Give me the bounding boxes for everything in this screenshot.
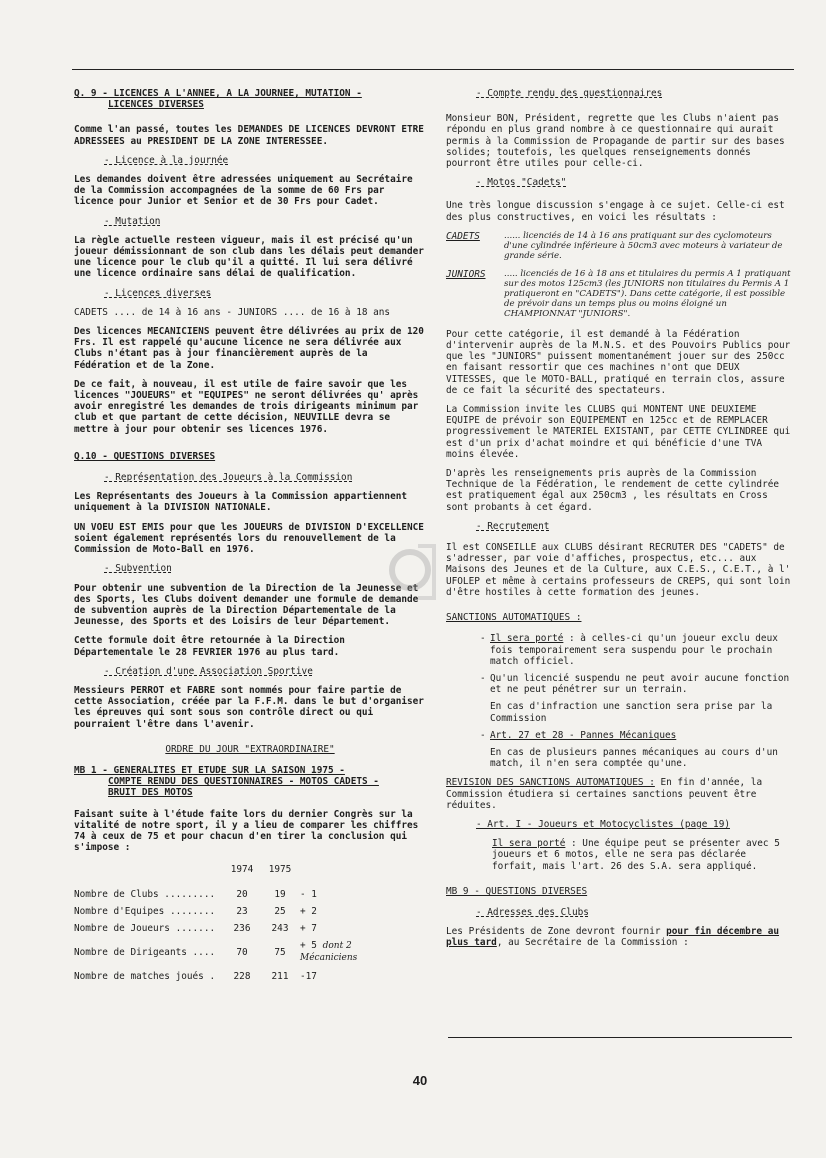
stats-col-1974: 1974 — [230, 864, 254, 876]
row-1974: 236 — [233, 922, 251, 934]
adresses-text-2: , au Secrétaire de la Commission : — [496, 937, 689, 949]
page-number: 40 — [412, 1073, 428, 1088]
licence-journee-heading: - Licence à la journée — [104, 154, 229, 166]
association-heading: - Création d'une Association Sportive — [104, 665, 313, 677]
adresses-heading: - Adresses des Clubs — [476, 906, 589, 918]
mb1-text: Faisant suite à l'étude faite lors du dernier Congrès sur la vitalité de notre sport, il y a lieu de comparer les chiffres 74 à ceux de 75 et pour chacun d'en tirer la conclusion qui s'impose : — [74, 808, 419, 854]
row-label: Nombre d'Equipes ........ — [74, 905, 216, 917]
row-label: Nombre de Dirigeants .... — [74, 946, 216, 958]
juniors-value: ..... licenciés de 16 à 18 ans et titulaires du permis A 1 pratiquant sur des motos 125cm3 (les JUNIORS non titulaires du Permis A 1 pratiqueront en "CADETS"). Dans cette catégorie, il est possible de prévoir dans un temps plus ou moins éloigné un CHAMPIONNAT "JUNIORS". — [504, 268, 791, 319]
subvention-text-1: Pour obtenir une subvention de la Direction de la Jeunesse et des Sports, les Clubs doivent demander une formule de demande de subvention auprès de la Direction Départementale de la Jeunesse, des Sports et des Loisirs de leur Département. — [74, 582, 419, 628]
representation-text-1: Les Représentants des Joueurs à la Commission appartiennent uniquement à la DIVISION NATIONALE. — [74, 491, 408, 514]
row-note: dont 2 Mécaniciens — [300, 941, 358, 964]
revision-text: En fin d'année, la Commission étudiera si certaines sanctions peuvent être réduites. — [446, 777, 763, 811]
top-rule — [72, 69, 794, 70]
row-1974: 228 — [233, 970, 251, 982]
row-1975: 19 — [274, 888, 286, 900]
row-1974: 20 — [236, 888, 248, 900]
sanction-text: Qu'un licencié suspendu ne peut avoir aucune fonction et ne peut pénétrer sur un terrain. — [490, 672, 790, 696]
table-row — [74, 903, 410, 920]
art1-text: : Une équipe peut se présenter avec 5 joueurs et 6 motos, elle ne sera pas déclarée forfait, mais l'art. 26 des S.A. sera appliqué. — [492, 838, 780, 872]
sanction-note: En cas de plusieurs pannes mécaniques au cours d'un match, il n'en sera comptée qu'une. — [490, 746, 778, 770]
row-diff: - 1 — [300, 888, 317, 900]
table-row — [74, 937, 410, 967]
left-column — [74, 88, 426, 985]
invite-text: La Commission invite les CLUBS qui MONTENT UNE DEUXIEME EQUIPE de prévoir son EQUIPEMENT en 125cc et de REMPLACER progressivement le MATERIEL EXISTANT, par CETTE CYLINDREE qui est d'un prix d'achat moindre et qui bénéficie d'une TVA moins élevée. — [446, 404, 791, 460]
cadets-definition — [446, 231, 792, 261]
row-diff: + 2 — [300, 905, 317, 917]
representation-heading: - Représentation des Joueurs à la Commission — [104, 472, 353, 484]
representation-text-2: UN VOEU EST EMIS pour que les JOUEURS de DIVISION D'EXCELLENCE soient également représentés lors du renouvellement de la Commission de Moto-Ball en 1976. — [74, 521, 424, 556]
stats-table — [74, 861, 410, 984]
motos-cadets-heading: - Motos "Cadets" — [476, 177, 567, 189]
recrutement-text: Il est CONSEILLE aux CLUBS désirant RECRUTER DES "CADETS" de s'adresser, par voie d'affiches, prospectus, etc... aux Maisons des Jeunes et de la Culture, aux C.E.S., C.E.T., à l' UFOLEP et même à certains professeurs de CREPS, qui sont loin d'être hostiles à cette formation des jeunes. — [446, 542, 791, 598]
compte-rendu-heading: - Compte rendu des questionnaires — [476, 88, 663, 99]
list-item — [480, 730, 792, 770]
table-row — [74, 968, 410, 985]
juniors-key: JUNIORS — [446, 268, 486, 280]
mb1-heading — [74, 765, 426, 799]
subvention-heading: - Subvention — [104, 563, 172, 575]
adresses-paragraph — [446, 926, 792, 948]
row-1975: 75 — [274, 946, 286, 958]
row-diff: -17 — [300, 970, 317, 982]
mb9-heading: MB 9 - QUESTIONS DIVERSES — [446, 885, 588, 897]
revision-paragraph — [446, 777, 792, 811]
list-item — [480, 673, 792, 724]
art1-lead: Il sera porté — [492, 838, 566, 850]
row-1974: 23 — [236, 905, 248, 917]
sanction-note: En cas d'infraction une sanction sera prise par la Commission — [490, 701, 773, 724]
ages-line: CADETS .... de 14 à 16 ans - JUNIORS .... de 16 à 18 ans — [74, 306, 391, 318]
sanction-lead: Il sera porté — [490, 633, 564, 645]
q10-heading: Q.10 - QUESTIONS DIVERSES — [74, 450, 216, 462]
table-row — [74, 920, 410, 937]
sanction-lead: Art. 27 et 28 - Pannes Mécaniques — [490, 729, 677, 741]
row-1975: 25 — [274, 905, 286, 917]
mecaniciens-text: Des licences MECANICIENS peuvent être délivrées au prix de 120 Frs. Il est rappelé qu'aucune licence ne sera délivrée aux Clubs n'étant pas à jour financièrement auprès de la Fédération et de la Zone. — [74, 326, 424, 371]
bottom-rule — [448, 1037, 792, 1038]
watermark-logo — [388, 532, 446, 612]
licence-journee-text: Les demandes doivent être adressées uniquement au Secrétaire de la Commission accompagnées de la somme de 60 Frs par licence pour Junior et Senior et de 30 Frs pour Cadet. — [74, 174, 413, 208]
cadets-value: ...... licenciés de 14 à 16 ans pratiquant sur des cyclomoteurs d'une cylindrée inférieure à 50cm3 avec moteurs à variateur de grande série. — [504, 230, 783, 261]
mutation-text: La règle actuelle resteen vigueur, mais il est précisé qu'un joueur démissionnant de son club dans les délais peut demander une licence pour le club qu'il a quitté. Il lui sera délivré une licence ordinaire sans délai de qualification. — [74, 234, 424, 280]
technique-text: D'après les renseignements pris auprès de la Commission Technique de la Fédération, le rendement de cette cylindrée est pratiquement égal aux 250cm3 , les résultats en Cross sont probants à cet égard. — [446, 468, 780, 513]
row-1974: 70 — [236, 946, 248, 958]
mb1-title-line2: COMPTE RENDU DES QUESTIONNAIRES - MOTOS CADETS - — [108, 776, 379, 788]
compte-rendu-text: Monsieur BON, Président, regrette que les Clubs n'aient pas répondu en plus grand nombre à ce questionnaire qui aurait permis à la Commission de Propagande de partir sur des bases solides; toutefois, les quelques renseignements donnés pourront être utiles pour celle-ci. — [446, 113, 785, 170]
stats-col-1975: 1975 — [268, 864, 292, 876]
q9-title-line2: LICENCES DIVERSES — [108, 99, 204, 111]
cadets-key: CADETS — [446, 230, 480, 242]
sanctions-list — [480, 633, 792, 769]
ordre-du-jour-title: ORDRE DU JOUR "EXTRAORDINAIRE" — [165, 743, 335, 755]
row-diff: + 7 — [300, 922, 317, 934]
list-item — [480, 633, 792, 667]
juniors-definition — [446, 269, 792, 319]
revision-lead: REVISION DES SANCTIONS AUTOMATIQUES : — [446, 777, 655, 789]
motos-cadets-text: Une très longue discussion s'engage à ce sujet. Celle-ci est des plus constructives, en voici les résultats : — [446, 200, 785, 223]
licences-diverses-heading: - Licences diverses — [104, 287, 212, 299]
association-text: Messieurs PERROT et FABRE sont nommés pour faire partie de cette Association, créée par la F.F.M. dans le but d'organiser les épreuves qui sont sous son contrôle direct ou qui pourraient l'être dans l'avenir. — [74, 684, 424, 730]
sanctions-heading: SANCTIONS AUTOMATIQUES : — [446, 612, 582, 624]
row-1975: 243 — [271, 922, 289, 934]
row-label: Nombre de Clubs ......... — [74, 888, 216, 900]
q9-intro: Comme l'an passé, toutes les DEMANDES DE LICENCES DEVRONT ETRE ADRESSEES au PRESIDENT DE LA ZONE INTERESSEE. — [74, 124, 424, 147]
art1-text-paragraph — [446, 838, 792, 872]
mb1-title: MB 1 - GENERALITES ET ETUDE SUR LA SAISON 1975 - — [74, 764, 345, 776]
sanction-text: : à celles-ci qu'un joueur exclu deux fois temporairement sera suspendu pour le prochain match officiel. — [490, 633, 778, 667]
right-column — [446, 88, 792, 957]
stats-header-row — [74, 861, 410, 885]
mutation-heading: - Mutation — [104, 215, 161, 227]
adresses-text-1: Les Présidents de Zone devront fournir — [446, 926, 667, 938]
nouveau-text: De ce fait, à nouveau, il est utile de faire savoir que les licences "JOUEURS" et "EQUIPES" ne seront délivrées qu' après avoir enregistré les demandes de trois dirigeants minimum par club et que partant de cette décision, NEUVILLE devra se mettre à jour pour obtenir ses licences 1976. — [74, 378, 419, 435]
row-diff: + 5 — [300, 940, 317, 952]
row-label: Nombre de matches joués . — [74, 970, 216, 982]
adresses-deadline: pour fin décembre au plus tard — [446, 926, 780, 949]
subvention-text-2: Cette formule doit être retournée à la Direction Départementale le 28 FEVRIER 1976 au plus tard. — [74, 635, 345, 658]
mb1-title-line3: BRUIT DES MOTOS — [108, 787, 193, 799]
row-label: Nombre de Joueurs ....... — [74, 922, 216, 934]
recrutement-heading: - Recrutement — [476, 520, 550, 532]
q9-title: Q. 9 - LICENCES A L'ANNEE, A LA JOURNEE, MUTATION - — [74, 88, 362, 99]
art1-heading: - Art. I - Joueurs et Motocyclistes (page 19) — [476, 818, 730, 830]
q9-heading — [74, 88, 426, 110]
row-1975: 211 — [271, 970, 289, 982]
categorie-text: Pour cette catégorie, il est demandé à la Fédération d'intervenir auprès de la M.N.S. et des Pouvoirs Publics pour que les "JUNIORS" puissent momentanément jouer sur des 250cc en faisant ressortir que ces machines n'ont que DEUX VITESSES, que le MOTO-BALL, pratiqué en terrain clos, assure de ce fait la sécurité des spectateurs. — [446, 328, 791, 396]
table-row — [74, 886, 410, 903]
